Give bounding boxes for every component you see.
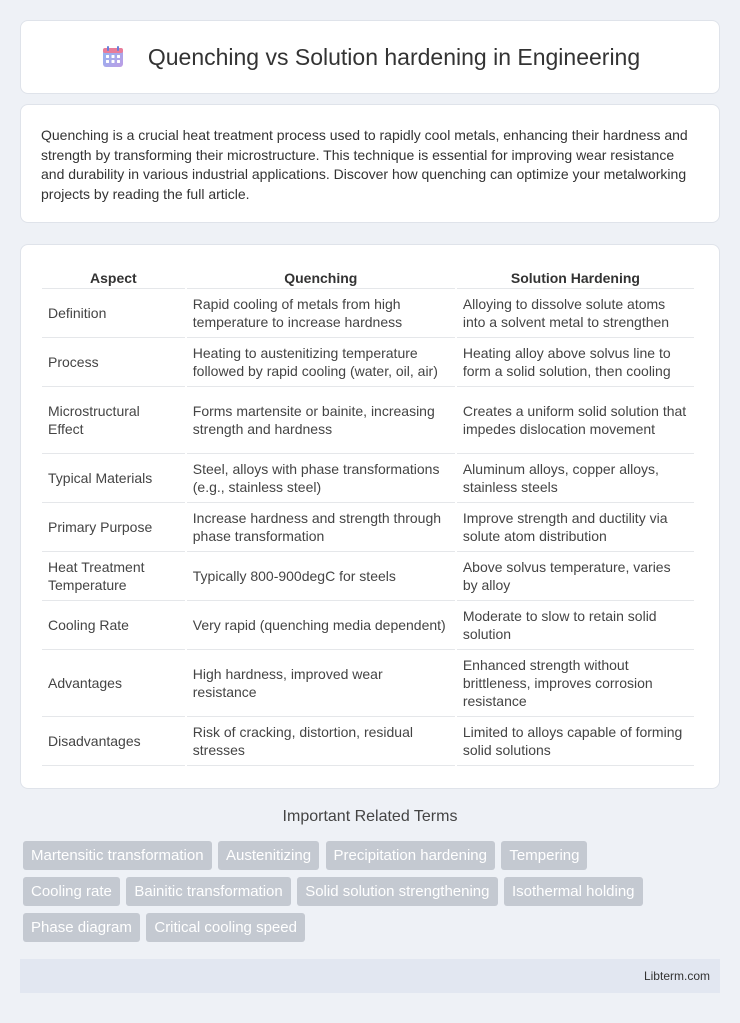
related-term-tag[interactable]: Critical cooling speed <box>146 913 305 942</box>
table-cell: Heating alloy above solvus line to form a solid solution, then cooling <box>457 338 694 387</box>
table-cell: Very rapid (quenching media dependent) <box>187 601 455 650</box>
table-cell: Primary Purpose <box>42 503 185 552</box>
table-header-row <box>42 265 694 289</box>
related-term-tag[interactable]: Martensitic transformation <box>23 841 212 870</box>
table-cell: Disadvantages <box>42 717 185 766</box>
table-cell: Cooling Rate <box>42 601 185 650</box>
header-card <box>20 20 720 94</box>
comparison-table-card <box>20 244 720 789</box>
table-row <box>42 552 694 601</box>
intro-card <box>20 104 720 223</box>
table-row <box>42 503 694 552</box>
table-row <box>42 717 694 766</box>
column-header-solution-hardening: Solution Hardening <box>457 265 694 289</box>
table-cell: Heating to austenitizing temperature followed by rapid cooling (water, oil, air) <box>187 338 455 387</box>
table-row <box>42 387 694 454</box>
footer <box>20 959 720 993</box>
table-cell: Alloying to dissolve solute atoms into a solvent metal to strengthen <box>457 289 694 338</box>
column-header-quenching: Quenching <box>187 265 455 289</box>
table-row <box>42 650 694 717</box>
related-term-tag[interactable]: Bainitic transformation <box>126 877 290 906</box>
comparison-table <box>40 265 696 766</box>
table-cell: Microstructural Effect <box>42 387 185 454</box>
footer-site-link[interactable]: Libterm.com <box>643 969 710 983</box>
related-term-tag[interactable]: Tempering <box>501 841 587 870</box>
table-cell: Aluminum alloys, copper alloys, stainless steels <box>457 454 694 503</box>
table-cell: Enhanced strength without brittleness, improves corrosion resistance <box>457 650 694 717</box>
table-row <box>42 338 694 387</box>
table-cell: Forms martensite or bainite, increasing strength and hardness <box>187 387 455 454</box>
related-term-tag[interactable]: Solid solution strengthening <box>297 877 497 906</box>
table-cell: Definition <box>42 289 185 338</box>
table-cell: Process <box>42 338 185 387</box>
table-cell: Typically 800-900degC for steels <box>187 552 455 601</box>
table-cell: Risk of cracking, distortion, residual stresses <box>187 717 455 766</box>
column-header-aspect: Aspect <box>42 265 185 289</box>
table-cell: Steel, alloys with phase transformations (e.g., stainless steel) <box>187 454 455 503</box>
related-terms-title: Important Related Terms <box>282 808 458 825</box>
table-cell: Rapid cooling of metals from high temperature to increase hardness <box>187 289 455 338</box>
related-term-tag[interactable]: Precipitation hardening <box>326 841 495 870</box>
table-cell: Heat Treatment Temperature <box>42 552 185 601</box>
related-term-tag[interactable]: Isothermal holding <box>504 877 643 906</box>
table-cell: Improve strength and ductility via solute atom distribution <box>457 503 694 552</box>
page-title: Quenching vs Solution hardening in Engineering <box>147 43 641 70</box>
related-term-tag[interactable]: Austenitizing <box>218 841 319 870</box>
table-row <box>42 289 694 338</box>
table-row <box>42 601 694 650</box>
related-term-tag[interactable]: Phase diagram <box>23 913 140 942</box>
table-cell: Limited to alloys capable of forming solid solutions <box>457 717 694 766</box>
table-cell: Above solvus temperature, varies by alloy <box>457 552 694 601</box>
table-cell: Typical Materials <box>42 454 185 503</box>
calendar-grid-icon <box>100 44 126 70</box>
table-cell: High hardness, improved wear resistance <box>187 650 455 717</box>
table-cell: Increase hardness and strength through phase transformation <box>187 503 455 552</box>
table-cell: Moderate to slow to retain solid solution <box>457 601 694 650</box>
table-cell: Advantages <box>42 650 185 717</box>
related-terms-list <box>23 841 723 949</box>
table-cell: Creates a uniform solid solution that impedes dislocation movement <box>457 387 694 454</box>
table-row <box>42 454 694 503</box>
related-term-tag[interactable]: Cooling rate <box>23 877 120 906</box>
intro-text: Quenching is a crucial heat treatment process used to rapidly cool metals, enhancing their hardness and strength by transforming their microstructure. This technique is essential for improving wear resistance and durability in various industrial applications. Discover how quenching can optimize your metalworking projects by reading the full article. <box>41 127 688 202</box>
